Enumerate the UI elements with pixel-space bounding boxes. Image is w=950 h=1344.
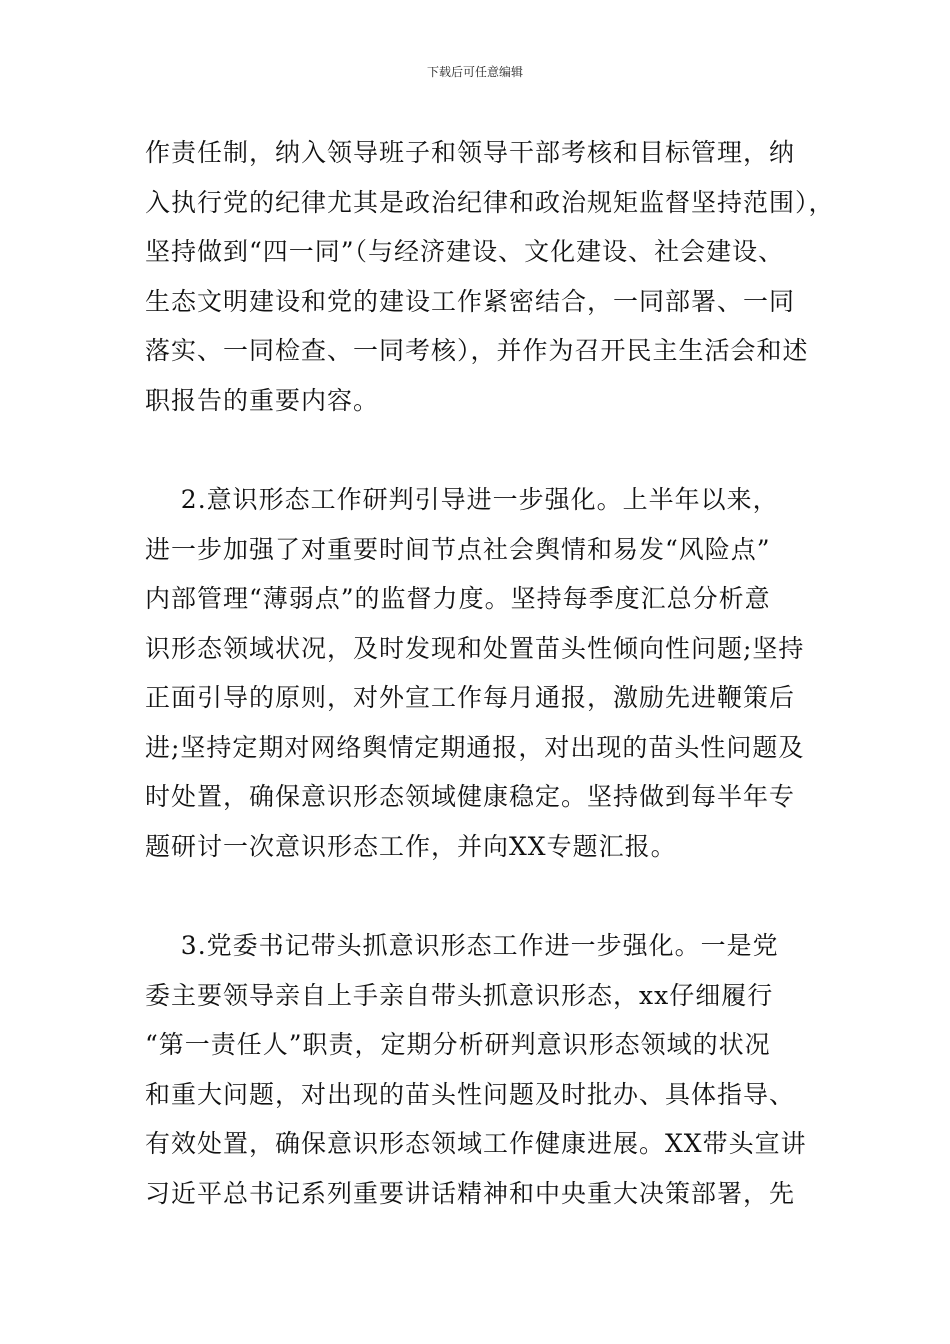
- text-line: 作责任制，纳入领导班子和领导干部考核和目标管理，纳: [145, 138, 796, 167]
- text-line: 入执行党的纪律尤其是政治纪律和政治规矩监督坚持范围），: [145, 187, 835, 217]
- text-line: 2.意识形态工作研判引导进一步强化。上半年以来，: [145, 485, 779, 514]
- text-line: 题研讨一次意识形态工作，并向XX专题汇报。: [145, 831, 677, 861]
- text-line: 进一步加强了对重要时间节点社会舆情和易发“风险点”: [145, 534, 771, 564]
- paragraph-2: [145, 475, 825, 871]
- paragraph-spacer: [145, 871, 825, 921]
- text-line: 职报告的重要内容。: [145, 385, 380, 415]
- text-line: “第一责任人”职责，定期分析研判意识形态领域的状况: [145, 1030, 771, 1059]
- text-line: 坚持做到“四一同”（与经济建设、文化建设、社会建设、: [145, 237, 785, 266]
- paragraph-spacer: [145, 425, 825, 475]
- text-line: 3.党委书记带头抓意识形态工作进一步强化。一是党: [145, 931, 779, 960]
- page-header: 下载后可任意编辑: [426, 65, 523, 79]
- paragraph-1: [145, 128, 835, 425]
- text-line: 委主要领导亲自上手亲自带头抓意识形态，xx仔细履行: [145, 980, 774, 1010]
- text-line: 内部管理“薄弱点”的监督力度。坚持每季度汇总分析意: [145, 584, 771, 613]
- text-line: 有效处置，确保意识形态领域工作健康进展。XX带头宣讲: [145, 1129, 807, 1158]
- text-line: 和重大问题，对出现的苗头性问题及时批办、具体指导、: [145, 1079, 796, 1109]
- document-body: [145, 128, 835, 1218]
- text-line: 识形态领域状况，及时发现和处置苗头性倾向性问题;坚持: [145, 633, 805, 663]
- text-line: 进;坚持定期对网络舆情定期通报，对出现的苗头性问题及: [145, 732, 805, 762]
- text-line: 正面引导的原则，对外宣工作每月通报，激励先进鞭策后: [145, 683, 796, 712]
- paragraph-3: [145, 921, 825, 1218]
- text-line: 生态文明建设和党的建设工作紧密结合，一同部署、一同: [145, 286, 796, 316]
- text-line: 时处置，确保意识形态领域健康稳定。坚持做到每半年专: [145, 782, 796, 811]
- text-line: 习近平总书记系列重要讲话精神和中央重大决策部署，先: [145, 1178, 796, 1208]
- text-line: 落实、一同检查、一同考核），并作为召开民主生活会和述: [145, 336, 809, 365]
